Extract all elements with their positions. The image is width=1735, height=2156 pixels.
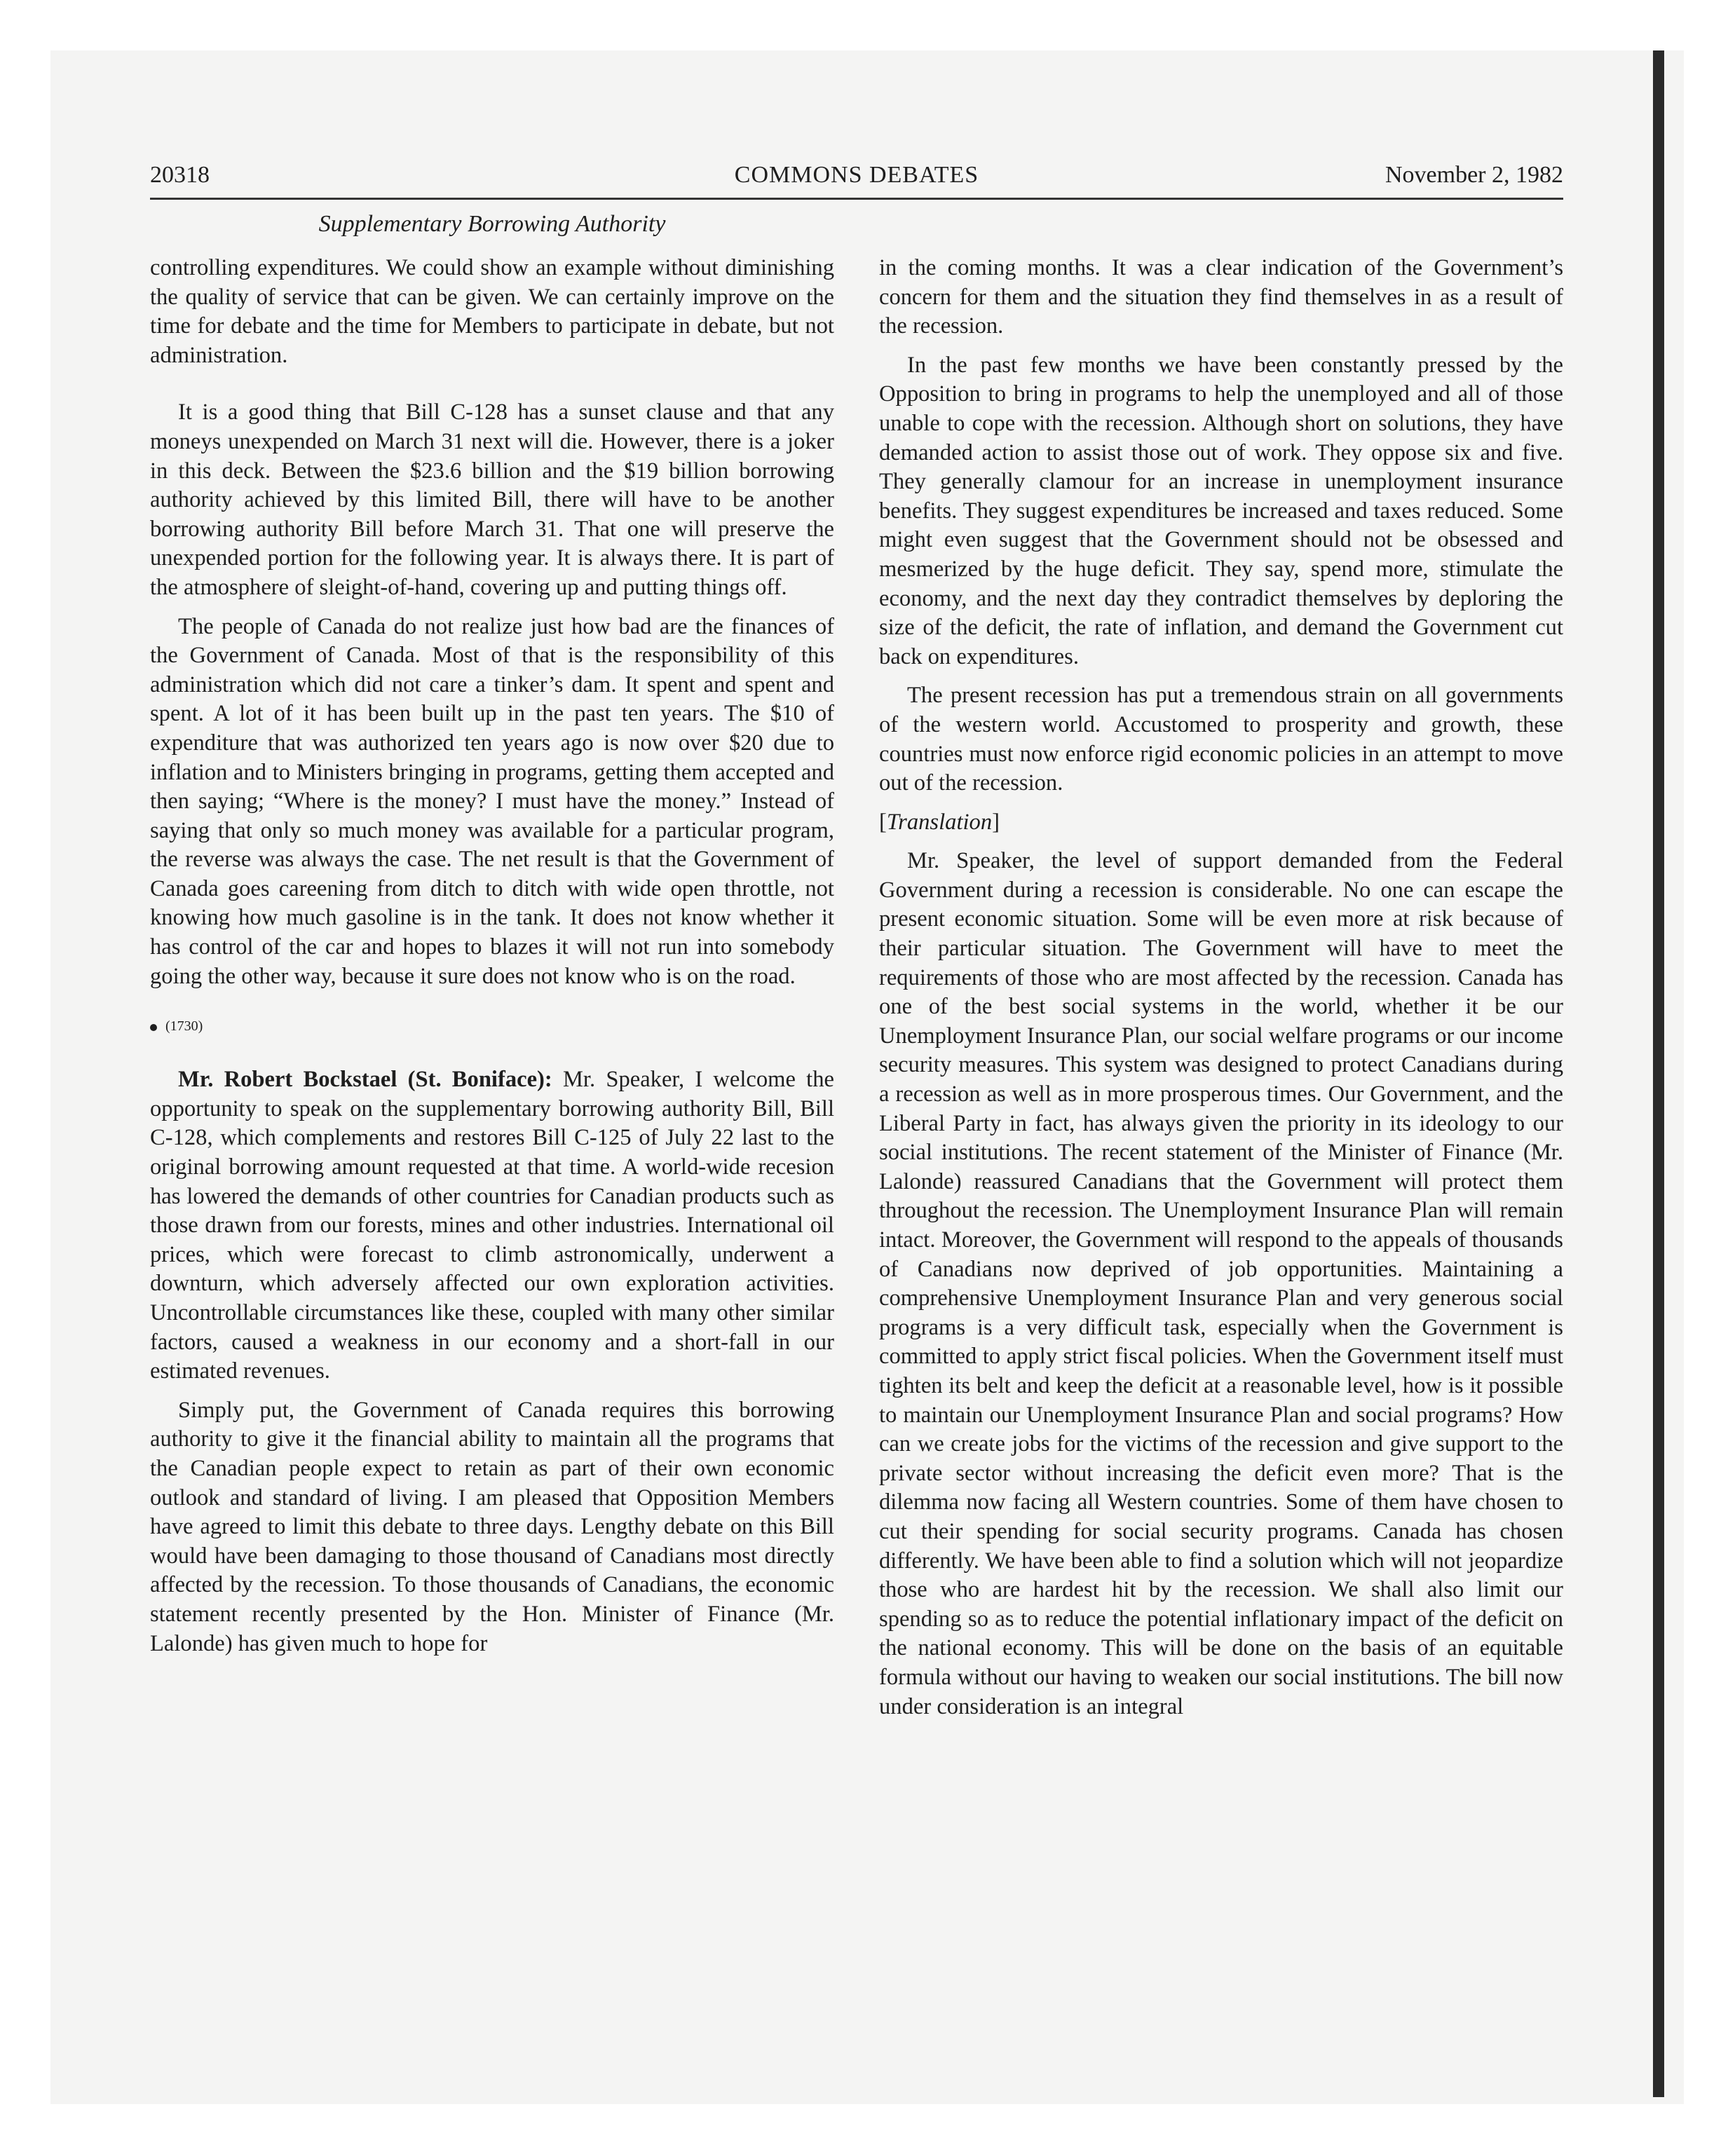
section-subtitle: Supplementary Borrowing Authority	[318, 211, 666, 237]
paragraph	[150, 1065, 834, 1386]
paragraph: It is a good thing that Bill C-128 has a sunset clause and that any moneys unexpended on March 31 next will die. However, there is a joker in this deck. Between the $23.6 billion and the $19 billion borrowing authority achieved by this limited Bill, there will have to be another borrowing authority Bill before March 31. That one will preserve the unexpended portion for the following year. It is always there. It is part of the atmosphere of sleight-of-hand, covering up and putting things off.	[150, 400, 834, 600]
translation-label	[879, 808, 1563, 838]
paragraph: Mr. Speaker, the level of support demanded from the Federal Government during a recession is considerable. No one can escape the present economic situation. Some will be even more at risk because of their particular situation. The Government will have to meet the requirements of those who are most affected by the recession. Canada has one of the best social systems in the world, whether it be our Unemployment Insurance Plan, our social welfare programs or our income security measures. This system was designed to protect Canadians during a recession as well as in more prosperous times. Our Government, and the Liberal Party in fact, has always given the priority in its ideology to our social institutions. The recent statement of the Minister of Finance (Mr. Lalonde) reassured Canadians that the Government will protect them throughout the recession. The Unemployment Insurance Plan will remain intact. Moreover, the Government will respond to the appeals of thousands of Canadians now deprived of job opportunities. Maintaining a comprehensive Unemployment Insurance Plan and very generous social programs is a very difficult task, especially when the Government is committed to apply strict fiscal policies. When the Government itself must tighten its belt and keep the deficit at a reasonable level, how is it possible to maintain our Unemployment Insurance Plan and social programs? How can we create jobs for the victims of the recession and give support to the private sector without increasing the deficit even more? That is the dilemma now facing all Western countries. Some of them have chosen to cut their spending for social security programs. Canada has chosen differently. We have been able to find a solution which will not jeopardize those who are hardest hit by the recession. We shall also limit our spending so as to reduce the potential inflationary impact of the deficit on the national economy. This will be done on the basis of an equitable formula without our having to weaken our social institutions. The bill now under consideration is an integral	[879, 848, 1563, 1719]
paragraph: Simply put, the Government of Canada requires this borrowing authority to give it the financial ability to maintain all the programs that the Canadian people expect to retain as part of their own economic outlook and standard of living. I am pleased that Opposition Members have agreed to limit this debate to three days. Lengthy debate on this Bill would have been damaging to those thousand of Canadians most directly affected by the recession. To those thousands of Canadians, the economic statement recently presented by the Hon. Minister of Finance (Mr. Lalonde) has given much to hope for	[150, 1397, 834, 1656]
speaker-name: Mr. Robert Bockstael (St. Boniface):	[178, 1067, 552, 1093]
left-column	[150, 254, 834, 1668]
publication-title: COMMONS DEBATES	[734, 162, 979, 188]
bullet-icon	[150, 1024, 157, 1031]
paragraph: The people of Canada do not realize just how bad are the finances of the Government of Canada. Most of that is the responsibility of this administration which did not care a tinker’s dam. It spent and spent and spent. A lot of it has been built up in the past ten years. The $10 of expenditure that was authorized ten years ago is now over $20 due to inflation and to Ministers bringing in programs, getting them accepted and then saying; “Where is the money? I must have the money.” Instead of saying that only so much money was available for a particular program, the reverse was always the case. The net result is that the Government of Canada goes careening from ditch to ditch with wide open throttle, not knowing how much gasoline is in the tank. It does not know whether it has control of the car and hopes to blazes it will not run into somebody going the other way, because it sure does not know who is on the road.	[150, 613, 834, 989]
paragraph: The present recession has put a tremendous strain on all governments of the western world. Accustomed to prosperity and growth, these countries must now enforce rigid economic policies in an attempt to move out of the recession.	[879, 683, 1563, 796]
paragraph: in the coming months. It was a clear indication of the Government’s concern for them and the situation they find themselves in as a result of the recession.	[879, 255, 1563, 339]
time-marker	[150, 1016, 834, 1036]
page-number: 20318	[150, 162, 210, 188]
bracket-close: ]	[992, 809, 1000, 835]
speech-text: Mr. Speaker, I welcome the opportunity to speak on the supplementary borrowing authority Bill, Bill C-128, which complements and restores Bill C-125 of July 22 last to the original borrowing amount requested at that time. A world-wide recesion has lowered the demands of other countries for Canadian products such as those drawn from our forests, mines and other industries. International oil prices, which were forecast to climb astronomically, underwent a downturn, which adversely affected our own exploration activities. Uncontrollable circumstances like these, coupled with many other similar factors, caused a weakness in our economy and a short-fall in our estimated revenues.	[150, 1067, 834, 1384]
page-header	[150, 160, 1563, 200]
right-column	[879, 254, 1563, 1731]
publication-date: November 2, 1982	[1384, 162, 1563, 188]
translation-word: Translation	[886, 809, 993, 835]
paragraph: In the past few months we have been constantly pressed by the Opposition to bring in programs to help the unemployed and all of those unable to cope with the recession. Although short on solutions, they have demanded action to assist those out of work. They oppose six and five. They generally clamour for an increase in unemployment insurance benefits. They suggest expenditures be increased and taxes reduced. Some might even suggest that the Government should not be obsessed and mesmerized by the huge deficit. They say, spend more, stimulate the economy, and the next day they contradict themselves by deploring the size of the deficit, the rate of inflation, and demand the Government cut back on expenditures.	[879, 352, 1563, 669]
bracket-open: [	[879, 809, 887, 835]
time-marker-text: (1730)	[165, 1018, 203, 1035]
scan-edge-shadow	[1653, 50, 1664, 2097]
paragraph: controlling expenditures. We could show an example without diminishing the quality of service that can be given. We can certainly improve on the time for debate and the time for Members to participate in debate, but not administration.	[150, 255, 834, 368]
